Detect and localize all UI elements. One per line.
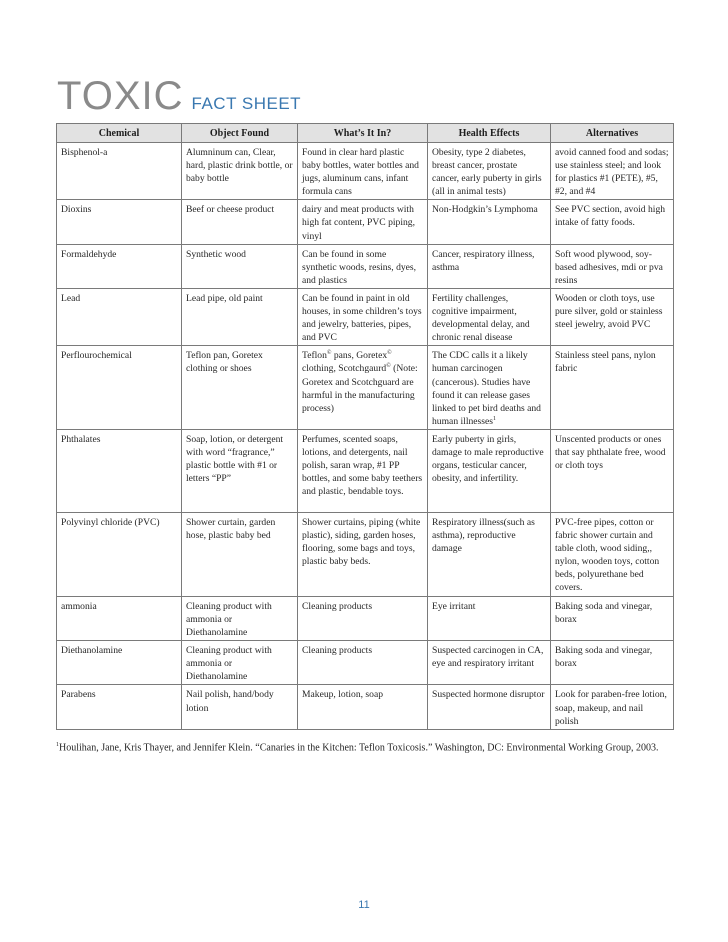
table-row bbox=[57, 685, 674, 729]
cell-chemical: Diethanolamine bbox=[57, 641, 182, 685]
cell-object-found: Cleaning product with ammonia or Diethanolamine bbox=[182, 641, 298, 685]
cell-whats-it-in: Cleaning products bbox=[298, 641, 428, 685]
table-row bbox=[57, 596, 674, 640]
cell-object-found: Alumninum can, Clear, hard, plastic drink bottle, or baby bottle bbox=[182, 143, 298, 200]
cell-alternatives: Baking soda and vinegar, borax bbox=[551, 596, 674, 640]
cell-whats-it-in: Perfumes, scented soaps, lotions, and detergents, nail polish, saran wrap, #1 PP bottles, and some baby teethers and plastic, bendable toys. bbox=[298, 429, 428, 512]
page-title bbox=[57, 74, 301, 119]
cell-whats-it-in: Can be found in paint in old houses, in some children’s toys and jewelry, batteries, pipes, and PVC bbox=[298, 288, 428, 345]
table-row bbox=[57, 512, 674, 596]
cell-chemical: Bisphenol-a bbox=[57, 143, 182, 200]
cell-chemical: Parabens bbox=[57, 685, 182, 729]
cell-chemical: ammonia bbox=[57, 596, 182, 640]
goretex-text: pans, Goretex bbox=[331, 350, 388, 362]
table-row bbox=[57, 346, 674, 430]
cell-alternatives: Soft wood plywood, soy-based adhesives, mdi or pva resins bbox=[551, 244, 674, 288]
cell-whats-it-in bbox=[298, 346, 428, 430]
cell-chemical: Perflourochemical bbox=[57, 346, 182, 430]
title-subtitle: FACT SHEET bbox=[191, 94, 302, 113]
cell-alternatives: Unscented products or ones that say phthalate free, wood or cloth toys bbox=[551, 429, 674, 512]
cell-whats-it-in: Cleaning products bbox=[298, 596, 428, 640]
cell-health-effects: Eye irritant bbox=[428, 596, 551, 640]
cell-object-found: Teflon pan, Goretex clothing or shoes bbox=[182, 346, 298, 430]
fact-table bbox=[56, 123, 674, 730]
health-text: The CDC calls it a likely human carcinogen (cancerous). Studies have found it can release gases linked to pet bird deaths and human illnesses bbox=[432, 350, 541, 427]
cell-health-effects: Early puberty in girls, damage to male reproductive organs, testicular cancer, obesity, and infertility. bbox=[428, 429, 551, 512]
footnote-marker: 1 bbox=[56, 742, 59, 748]
cell-whats-it-in: Makeup, lotion, soap bbox=[298, 685, 428, 729]
cell-object-found: Nail polish, hand/body lotion bbox=[182, 685, 298, 729]
scotchgaurd-text: clothing, Scotchgaurd bbox=[302, 363, 387, 375]
cell-chemical: Lead bbox=[57, 288, 182, 345]
copyright-mark: © bbox=[387, 350, 392, 357]
cell-object-found: Shower curtain, garden hose, plastic baby bed bbox=[182, 512, 298, 596]
cell-chemical: Dioxins bbox=[57, 200, 182, 244]
column-header-health-effects: Health Effects bbox=[428, 124, 551, 143]
cell-object-found: Soap, lotion, or detergent with word “fragrance,” plastic bottle with #1 or letters “PP” bbox=[182, 429, 298, 512]
table-row bbox=[57, 288, 674, 345]
column-header-whats-it-in: What’s It In? bbox=[298, 124, 428, 143]
cell-alternatives: PVC-free pipes, cotton or fabric shower curtain and table cloth, wood siding,, nylon, wooden toys, cotton beds, polyurethane bed covers. bbox=[551, 512, 674, 596]
cell-whats-it-in: dairy and meat products with high fat content, PVC piping, vinyl bbox=[298, 200, 428, 244]
table-row bbox=[57, 429, 674, 512]
cell-chemical: Phthalates bbox=[57, 429, 182, 512]
footnote-text: Houlihan, Jane, Kris Thayer, and Jennifer Klein. “Canaries in the Kitchen: Teflon Toxicosis.” Washington, DC: Environmental Working Group, 2003. bbox=[59, 742, 659, 754]
copyright-mark: © bbox=[386, 363, 391, 370]
column-header-chemical: Chemical bbox=[57, 124, 182, 143]
cell-whats-it-in: Found in clear hard plastic baby bottles, water bottles and jugs, aluminum cans, infant formula cans bbox=[298, 143, 428, 200]
cell-alternatives: avoid canned food and sodas; use stainless steel; and look for plastics #1 (PETE), #5, #2, and #4 bbox=[551, 143, 674, 200]
cell-whats-it-in: Can be found in some synthetic woods, resins, dyes, and plastics bbox=[298, 244, 428, 288]
cell-health-effects: Obesity, type 2 diabetes, breast cancer, prostate cancer, early puberty in girls (all in animal tests) bbox=[428, 143, 551, 200]
table-row bbox=[57, 143, 674, 200]
copyright-mark: © bbox=[326, 350, 332, 357]
cell-health-effects bbox=[428, 346, 551, 430]
cell-chemical: Formaldehyde bbox=[57, 244, 182, 288]
table-row bbox=[57, 244, 674, 288]
cell-health-effects: Suspected hormone disruptor bbox=[428, 685, 551, 729]
teflon-text: Teflon bbox=[302, 350, 327, 362]
footnote-reference: 1 bbox=[493, 415, 497, 422]
table-row bbox=[57, 200, 674, 244]
cell-object-found: Cleaning product with ammonia or Diethanolamine bbox=[182, 596, 298, 640]
note-text: (Note: Goretex and Scotchguard are harmful in the manufacturing process) bbox=[302, 363, 418, 414]
cell-alternatives: Baking soda and vinegar, borax bbox=[551, 641, 674, 685]
cell-health-effects: Fertility challenges, cognitive impairment, developmental delay, and chronic renal disease bbox=[428, 288, 551, 345]
table-row bbox=[57, 641, 674, 685]
cell-alternatives: Look for paraben-free lotion, soap, makeup, and nail polish bbox=[551, 685, 674, 729]
cell-alternatives: See PVC section, avoid high intake of fatty foods. bbox=[551, 200, 674, 244]
cell-object-found: Lead pipe, old paint bbox=[182, 288, 298, 345]
cell-health-effects: Respiratory illness(such as asthma), reproductive damage bbox=[428, 512, 551, 596]
cell-alternatives: Stainless steel pans, nylon fabric bbox=[551, 346, 674, 430]
cell-alternatives: Wooden or cloth toys, use pure silver, gold or stainless steel jewelry, avoid PVC bbox=[551, 288, 674, 345]
cell-health-effects: Suspected carcinogen in CA, eye and respiratory irritant bbox=[428, 641, 551, 685]
cell-whats-it-in: Shower curtains, piping (white plastic), siding, garden hoses, flooring, some bags and toys, plastic baby beds. bbox=[298, 512, 428, 596]
cell-object-found: Synthetic wood bbox=[182, 244, 298, 288]
footnote bbox=[56, 737, 676, 756]
title-main: TOXIC bbox=[57, 74, 184, 118]
column-header-alternatives: Alternatives bbox=[551, 124, 674, 143]
table-header-row bbox=[57, 124, 674, 143]
cell-object-found: Beef or cheese product bbox=[182, 200, 298, 244]
page-number: 11 bbox=[358, 899, 370, 911]
cell-health-effects: Cancer, respiratory illness, asthma bbox=[428, 244, 551, 288]
cell-health-effects: Non-Hodgkin’s Lymphoma bbox=[428, 200, 551, 244]
column-header-object-found: Object Found bbox=[182, 124, 298, 143]
cell-chemical: Polyvinyl chloride (PVC) bbox=[57, 512, 182, 596]
